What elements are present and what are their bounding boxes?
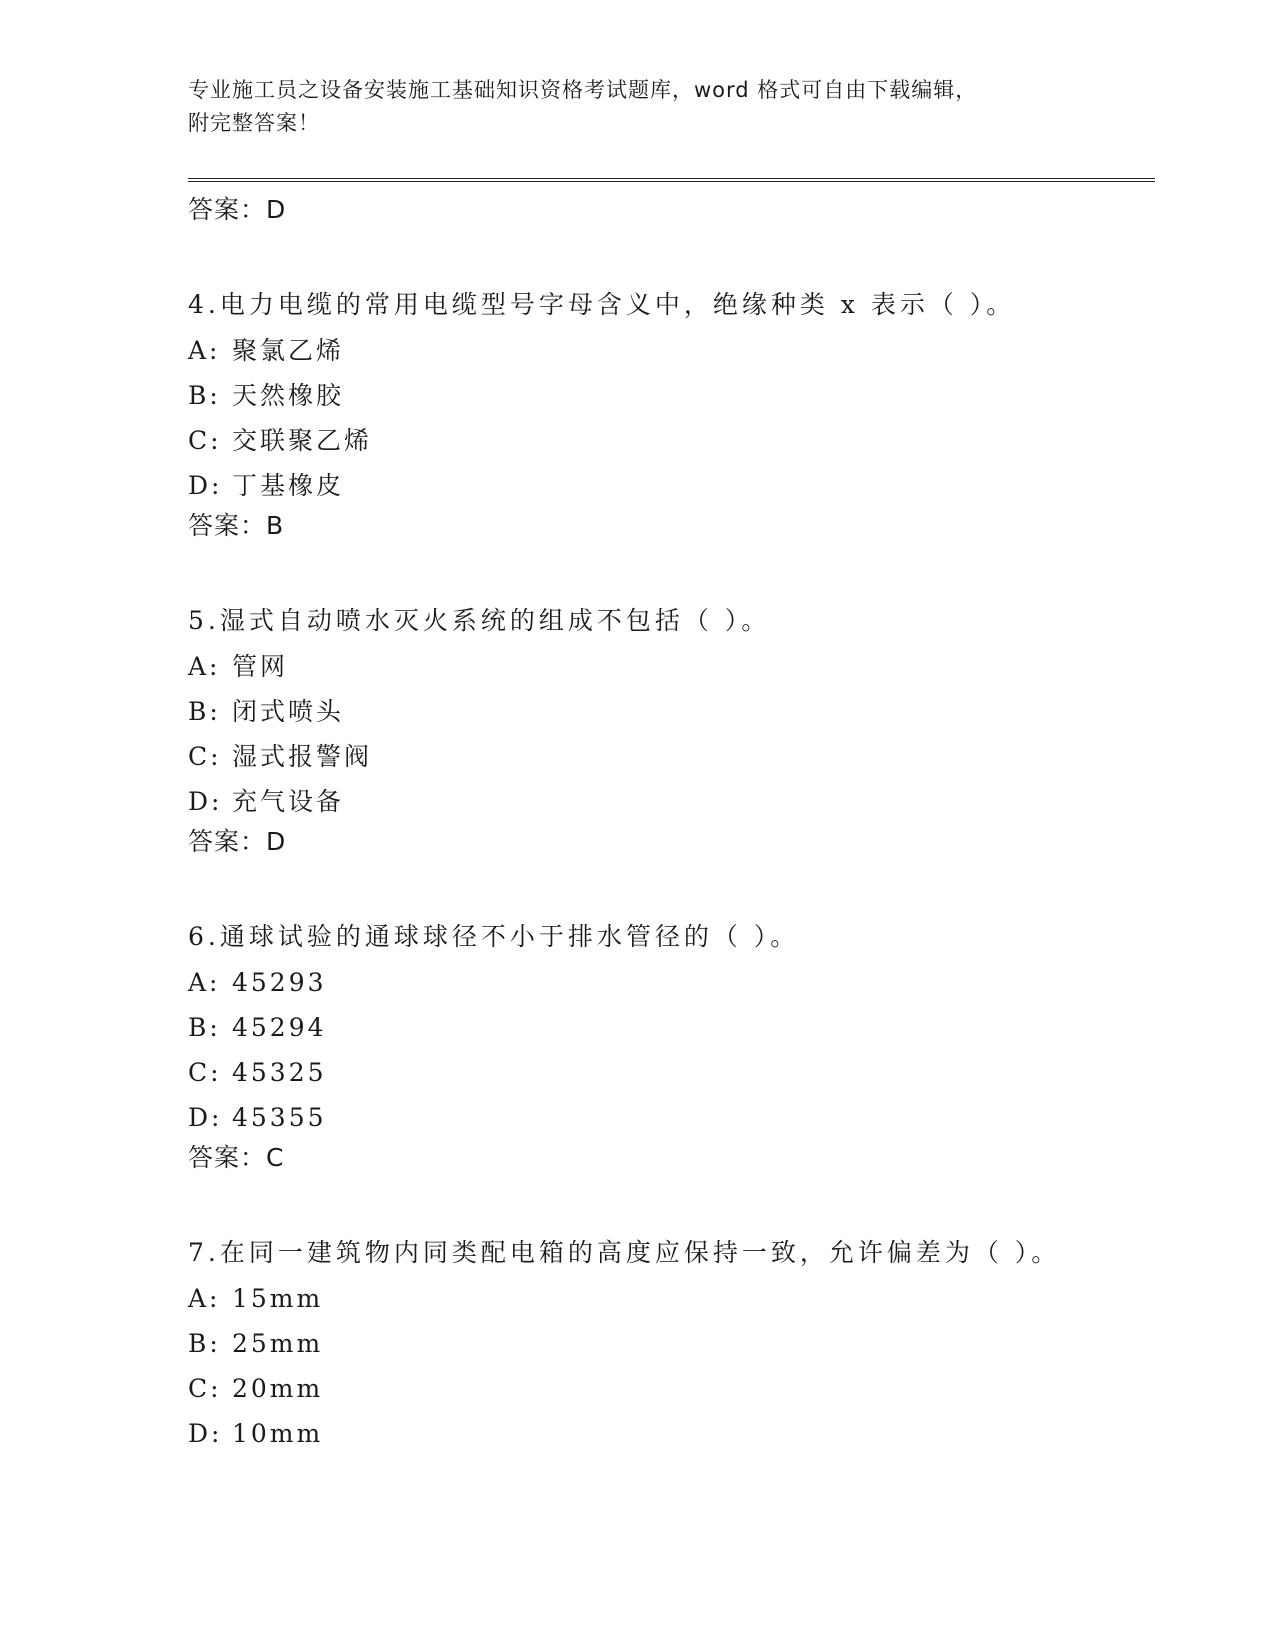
option-text: 交联聚乙烯 [232,426,373,455]
option-text: 15mm [232,1284,324,1313]
option-label: C: [188,1374,222,1403]
option-label: A: [188,968,221,997]
header-divider [188,178,1155,182]
answer-value: B [266,511,285,540]
option-text: 25mm [232,1329,324,1358]
option-label: B: [188,697,221,726]
answer-prefix: 答案： [188,827,267,856]
option-text: 45293 [232,968,327,997]
question-5 [188,598,1148,644]
question-text: 通球试验的通球球径不小于排水管径的（ ）。 [219,922,800,951]
question-number: 5. [188,606,220,635]
option-a [188,644,1148,689]
option-label: B: [188,381,221,410]
option-text: 丁基橡皮 [232,471,345,500]
question-number: 4. [188,290,220,319]
option-label: C: [188,742,222,771]
option-d [188,463,1148,508]
option-label: D: [188,1103,223,1132]
header-line-1: 专业施工员之设备安装施工基础知识资格考试题库，word 格式可自由下载编辑， [188,78,978,102]
answer-prefix: 答案： [188,1143,267,1172]
option-text: 20mm [232,1374,324,1403]
question-number: 6. [188,922,220,951]
option-text: 聚氯乙烯 [232,336,345,365]
question-4 [188,282,1148,328]
option-a [188,1276,1148,1321]
answer-value: C [266,1143,285,1172]
option-text: 管网 [232,652,289,681]
option-label: A: [188,652,221,681]
answer-line [188,508,1148,544]
question-number: 7. [188,1238,220,1267]
question-7 [188,1230,1148,1276]
option-b [188,689,1148,734]
option-d [188,1411,1148,1456]
option-text: 充气设备 [232,787,345,816]
answer-value: D [266,827,287,856]
option-text: 闭式喷头 [232,697,345,726]
option-text: 天然橡胶 [232,381,345,410]
answer-line [188,824,1148,860]
option-a [188,960,1148,1005]
option-b [188,1005,1148,1050]
option-text: 45325 [232,1058,327,1087]
option-label: D: [188,471,223,500]
answer-line [188,192,1148,228]
option-b [188,373,1148,418]
option-b [188,1321,1148,1366]
option-text: 45294 [232,1013,327,1042]
option-label: C: [188,1058,222,1087]
option-label: C: [188,426,222,455]
question-list [188,192,1148,1456]
option-label: D: [188,787,223,816]
option-label: D: [188,1419,223,1448]
header-line-2: 附完整答案！ [188,111,320,135]
page-header [188,74,1068,140]
option-d [188,1095,1148,1140]
answer-prefix: 答案： [188,195,267,224]
question-6 [188,914,1148,960]
option-label: A: [188,1284,221,1313]
answer-prefix: 答案： [188,511,267,540]
option-label: B: [188,1329,221,1358]
answer-line [188,1140,1148,1176]
option-c [188,734,1148,779]
option-text: 45355 [232,1103,327,1132]
option-text: 湿式报警阀 [232,742,373,771]
question-text: 电力电缆的常用电缆型号字母含义中，绝缘种类 x 表示（ ）。 [219,290,1016,319]
answer-value: D [266,195,287,224]
question-text: 湿式自动喷水灭火系统的组成不包括（ ）。 [219,606,771,635]
option-label: A: [188,336,221,365]
option-c [188,1366,1148,1411]
option-text: 10mm [232,1419,324,1448]
option-d [188,779,1148,824]
option-a [188,328,1148,373]
option-c [188,418,1148,463]
option-label: B: [188,1013,221,1042]
question-text: 在同一建筑物内同类配电箱的高度应保持一致，允许偏差为（ ）。 [219,1238,1061,1267]
option-c [188,1050,1148,1095]
